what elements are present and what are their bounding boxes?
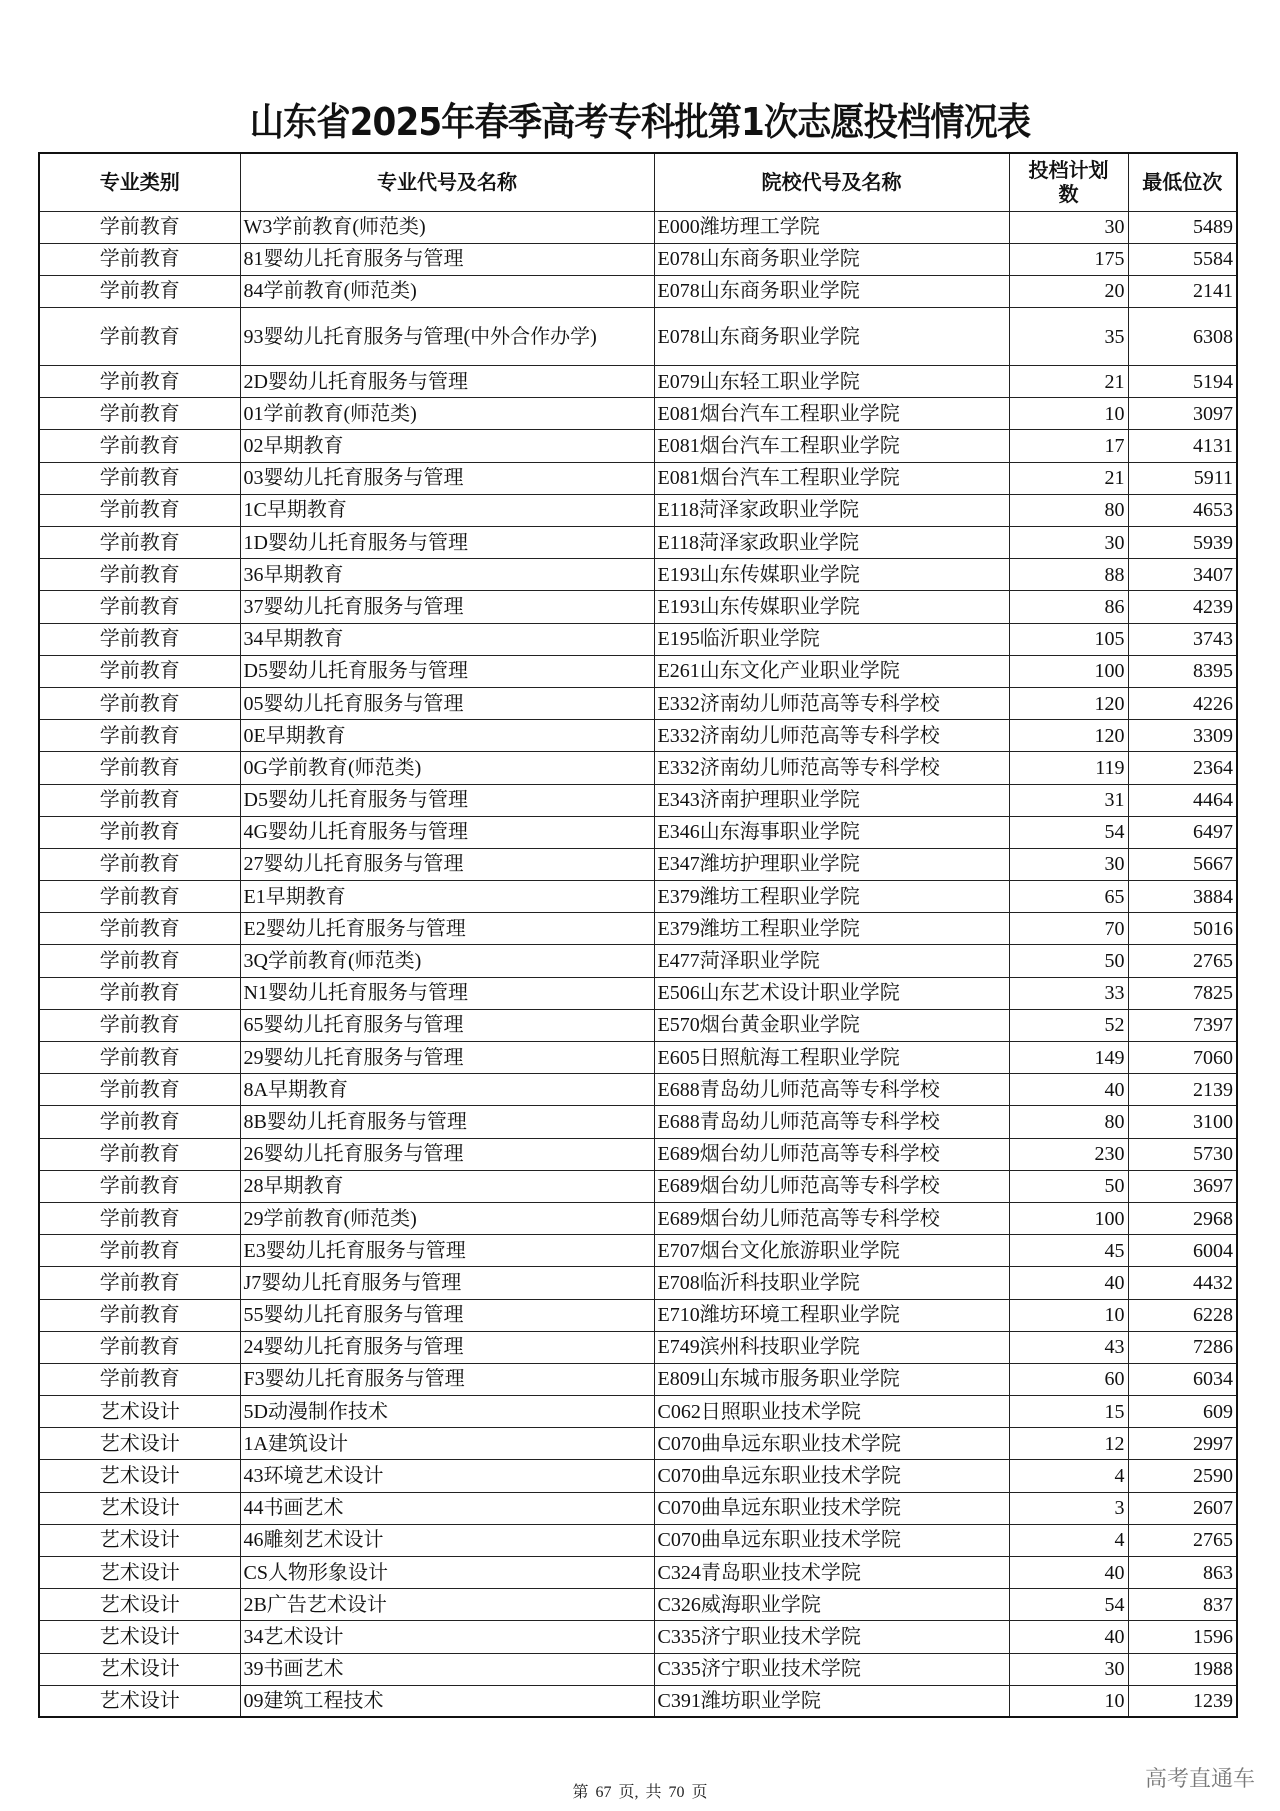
cell-plan-count: 45 [1009,1235,1128,1267]
cell-major: 1C早期教育 [240,494,654,526]
cell-plan-count: 40 [1009,1557,1128,1589]
cell-min-rank: 3100 [1128,1106,1237,1138]
cell-school: C335济宁职业技术学院 [654,1621,1009,1653]
cell-category: 学前教育 [39,527,240,559]
cell-min-rank: 5489 [1128,211,1237,243]
cell-category: 艺术设计 [39,1653,240,1685]
cell-category: 艺术设计 [39,1396,240,1428]
cell-school: E000潍坊理工学院 [654,211,1009,243]
cell-min-rank: 6228 [1128,1299,1237,1331]
table-row [39,848,1237,880]
table-row [39,1170,1237,1202]
cell-category: 学前教育 [39,752,240,784]
cell-school: E570烟台黄金职业学院 [654,1009,1009,1041]
cell-min-rank: 3743 [1128,623,1237,655]
cell-plan-count: 10 [1009,1299,1128,1331]
cell-plan-count: 21 [1009,462,1128,494]
cell-school: C324青岛职业技术学院 [654,1557,1009,1589]
cell-category: 学前教育 [39,784,240,816]
cell-school: C070曲阜远东职业技术学院 [654,1492,1009,1524]
cell-min-rank: 6034 [1128,1363,1237,1395]
cell-major: 3Q学前教育(师范类) [240,945,654,977]
cell-school: E332济南幼儿师范高等专科学校 [654,752,1009,784]
cell-major: 0G学前教育(师范类) [240,752,654,784]
table-row [39,1589,1237,1621]
cell-plan-count: 30 [1009,527,1128,559]
cell-school: C326威海职业学院 [654,1589,1009,1621]
cell-category: 学前教育 [39,687,240,719]
table-row [39,1557,1237,1589]
cell-plan-count: 54 [1009,1589,1128,1621]
cell-major: D5婴幼儿托育服务与管理 [240,784,654,816]
cell-category: 学前教育 [39,494,240,526]
cell-plan-count: 119 [1009,752,1128,784]
cell-plan-count: 52 [1009,1009,1128,1041]
cell-major: 8A早期教育 [240,1074,654,1106]
table-row [39,655,1237,687]
cell-min-rank: 609 [1128,1396,1237,1428]
cell-plan-count: 120 [1009,720,1128,752]
cell-category: 学前教育 [39,623,240,655]
table-row [39,366,1237,398]
cell-plan-count: 30 [1009,848,1128,880]
cell-major: W3学前教育(师范类) [240,211,654,243]
header-major: 专业代号及名称 [240,153,654,211]
table-row [39,784,1237,816]
cell-min-rank: 5730 [1128,1138,1237,1170]
cell-major: F3婴幼儿托育服务与管理 [240,1363,654,1395]
cell-category: 学前教育 [39,848,240,880]
cell-plan-count: 4 [1009,1460,1128,1492]
cell-min-rank: 3697 [1128,1170,1237,1202]
cell-major: CS人物形象设计 [240,1557,654,1589]
cell-major: 05婴幼儿托育服务与管理 [240,687,654,719]
table-row [39,881,1237,913]
cell-school: E749滨州科技职业学院 [654,1331,1009,1363]
cell-category: 学前教育 [39,559,240,591]
cell-category: 艺术设计 [39,1460,240,1492]
table-row [39,308,1237,366]
cell-major: 84学前教育(师范类) [240,275,654,307]
cell-min-rank: 7286 [1128,1331,1237,1363]
cell-plan-count: 86 [1009,591,1128,623]
cell-category: 学前教育 [39,1009,240,1041]
cell-major: 4G婴幼儿托育服务与管理 [240,816,654,848]
cell-plan-count: 10 [1009,1685,1128,1717]
table-row [39,1074,1237,1106]
cell-plan-count: 12 [1009,1428,1128,1460]
cell-category: 艺术设计 [39,1621,240,1653]
cell-plan-count: 30 [1009,211,1128,243]
cell-school: E379潍坊工程职业学院 [654,881,1009,913]
table-row [39,687,1237,719]
cell-major: 1A建筑设计 [240,1428,654,1460]
table-row [39,1235,1237,1267]
cell-major: 2D婴幼儿托育服务与管理 [240,366,654,398]
table-row [39,527,1237,559]
cell-school: C070曲阜远东职业技术学院 [654,1524,1009,1556]
cell-school: E079山东轻工职业学院 [654,366,1009,398]
cell-school: E081烟台汽车工程职业学院 [654,398,1009,430]
cell-category: 学前教育 [39,275,240,307]
table-row [39,1267,1237,1299]
cell-category: 学前教育 [39,1042,240,1074]
cell-major: 34艺术设计 [240,1621,654,1653]
table-row [39,1685,1237,1717]
cell-category: 艺术设计 [39,1524,240,1556]
table-row [39,1492,1237,1524]
cell-school: E118菏泽家政职业学院 [654,494,1009,526]
cell-major: 36早期教育 [240,559,654,591]
table-row [39,1363,1237,1395]
table-row [39,1299,1237,1331]
cell-min-rank: 4226 [1128,687,1237,719]
cell-min-rank: 5584 [1128,243,1237,275]
cell-major: 65婴幼儿托育服务与管理 [240,1009,654,1041]
cell-major: 8B婴幼儿托育服务与管理 [240,1106,654,1138]
cell-school: E332济南幼儿师范高等专科学校 [654,687,1009,719]
cell-major: 93婴幼儿托育服务与管理(中外合作办学) [240,308,654,366]
cell-school: C070曲阜远东职业技术学院 [654,1428,1009,1460]
cell-category: 学前教育 [39,308,240,366]
cell-min-rank: 1988 [1128,1653,1237,1685]
table-row [39,913,1237,945]
header-plan-count: 投档计划数 [1009,153,1128,211]
cell-plan-count: 40 [1009,1621,1128,1653]
cell-category: 学前教育 [39,1267,240,1299]
cell-category: 学前教育 [39,430,240,462]
cell-min-rank: 2607 [1128,1492,1237,1524]
cell-major: 37婴幼儿托育服务与管理 [240,591,654,623]
cell-min-rank: 6308 [1128,308,1237,366]
cell-min-rank: 6004 [1128,1235,1237,1267]
cell-school: E689烟台幼儿师范高等专科学校 [654,1138,1009,1170]
table-row [39,462,1237,494]
cell-plan-count: 40 [1009,1267,1128,1299]
cell-plan-count: 80 [1009,494,1128,526]
cell-min-rank: 7060 [1128,1042,1237,1074]
cell-min-rank: 2765 [1128,1524,1237,1556]
cell-plan-count: 230 [1009,1138,1128,1170]
table-row [39,816,1237,848]
cell-major: E1早期教育 [240,881,654,913]
table-row [39,243,1237,275]
cell-category: 学前教育 [39,945,240,977]
cell-category: 学前教育 [39,816,240,848]
cell-plan-count: 50 [1009,945,1128,977]
cell-major: 28早期教育 [240,1170,654,1202]
cell-category: 艺术设计 [39,1557,240,1589]
table-row [39,275,1237,307]
cell-school: E081烟台汽车工程职业学院 [654,462,1009,494]
cell-plan-count: 33 [1009,977,1128,1009]
table-row [39,494,1237,526]
cell-plan-count: 10 [1009,398,1128,430]
cell-major: 09建筑工程技术 [240,1685,654,1717]
cell-plan-count: 30 [1009,1653,1128,1685]
table-row [39,211,1237,243]
cell-major: 46雕刻艺术设计 [240,1524,654,1556]
cell-school: E477菏泽职业学院 [654,945,1009,977]
cell-school: E379潍坊工程职业学院 [654,913,1009,945]
cell-min-rank: 7397 [1128,1009,1237,1041]
cell-min-rank: 4432 [1128,1267,1237,1299]
cell-min-rank: 5939 [1128,527,1237,559]
cell-category: 学前教育 [39,1106,240,1138]
table-row [39,398,1237,430]
table-row [39,1396,1237,1428]
cell-school: E261山东文化产业职业学院 [654,655,1009,687]
watermark: 高考直通车 [1145,1767,1256,1792]
cell-plan-count: 100 [1009,655,1128,687]
cell-school: E506山东艺术设计职业学院 [654,977,1009,1009]
cell-category: 学前教育 [39,243,240,275]
cell-major: J7婴幼儿托育服务与管理 [240,1267,654,1299]
cell-category: 学前教育 [39,977,240,1009]
cell-school: C062日照职业技术学院 [654,1396,1009,1428]
cell-plan-count: 65 [1009,881,1128,913]
table-row [39,1138,1237,1170]
cell-school: E688青岛幼儿师范高等专科学校 [654,1106,1009,1138]
cell-school: E707烟台文化旅游职业学院 [654,1235,1009,1267]
cell-school: E193山东传媒职业学院 [654,559,1009,591]
table-row [39,1202,1237,1234]
cell-plan-count: 149 [1009,1042,1128,1074]
cell-plan-count: 4 [1009,1524,1128,1556]
header-min-rank: 最低位次 [1128,153,1237,211]
cell-plan-count: 175 [1009,243,1128,275]
table-row [39,1621,1237,1653]
table-body [39,211,1237,1717]
table-row [39,1331,1237,1363]
cell-plan-count: 50 [1009,1170,1128,1202]
cell-school: E193山东传媒职业学院 [654,591,1009,623]
cell-category: 学前教育 [39,655,240,687]
page-number: 第 67 页, 共 70 页 [572,1784,708,1801]
table-row [39,720,1237,752]
cell-major: 03婴幼儿托育服务与管理 [240,462,654,494]
cell-min-rank: 2765 [1128,945,1237,977]
cell-category: 学前教育 [39,1299,240,1331]
cell-school: E078山东商务职业学院 [654,243,1009,275]
table-row [39,1460,1237,1492]
cell-school: E809山东城市服务职业学院 [654,1363,1009,1395]
cell-category: 学前教育 [39,1138,240,1170]
cell-plan-count: 20 [1009,275,1128,307]
table-row [39,945,1237,977]
cell-school: E605日照航海工程职业学院 [654,1042,1009,1074]
cell-min-rank: 863 [1128,1557,1237,1589]
cell-plan-count: 15 [1009,1396,1128,1428]
cell-category: 学前教育 [39,1202,240,1234]
cell-plan-count: 40 [1009,1074,1128,1106]
cell-min-rank: 2997 [1128,1428,1237,1460]
cell-category: 艺术设计 [39,1428,240,1460]
cell-category: 学前教育 [39,1363,240,1395]
cell-major: 2B广告艺术设计 [240,1589,654,1621]
cell-school: E081烟台汽车工程职业学院 [654,430,1009,462]
cell-major: 81婴幼儿托育服务与管理 [240,243,654,275]
cell-major: 39书画艺术 [240,1653,654,1685]
cell-min-rank: 5016 [1128,913,1237,945]
cell-min-rank: 2141 [1128,275,1237,307]
cell-major: 27婴幼儿托育服务与管理 [240,848,654,880]
cell-min-rank: 2590 [1128,1460,1237,1492]
cell-min-rank: 1239 [1128,1685,1237,1717]
cell-min-rank: 3884 [1128,881,1237,913]
cell-category: 学前教育 [39,1235,240,1267]
cell-plan-count: 88 [1009,559,1128,591]
table-header-row [39,153,1237,211]
table-row [39,1524,1237,1556]
cell-major: 44书画艺术 [240,1492,654,1524]
cell-plan-count: 54 [1009,816,1128,848]
cell-plan-count: 105 [1009,623,1128,655]
cell-major: E3婴幼儿托育服务与管理 [240,1235,654,1267]
cell-category: 学前教育 [39,1170,240,1202]
cell-school: C335济宁职业技术学院 [654,1653,1009,1685]
cell-plan-count: 120 [1009,687,1128,719]
cell-major: 29婴幼儿托育服务与管理 [240,1042,654,1074]
cell-school: C391潍坊职业学院 [654,1685,1009,1717]
cell-school: E078山东商务职业学院 [654,308,1009,366]
cell-plan-count: 35 [1009,308,1128,366]
cell-category: 学前教育 [39,913,240,945]
cell-plan-count: 60 [1009,1363,1128,1395]
table-row [39,623,1237,655]
cell-major: 55婴幼儿托育服务与管理 [240,1299,654,1331]
table-row [39,752,1237,784]
cell-major: 0E早期教育 [240,720,654,752]
cell-major: N1婴幼儿托育服务与管理 [240,977,654,1009]
header-category: 专业类别 [39,153,240,211]
header-school: 院校代号及名称 [654,153,1009,211]
cell-major: 29学前教育(师范类) [240,1202,654,1234]
cell-category: 学前教育 [39,462,240,494]
table-row [39,1428,1237,1460]
cell-category: 学前教育 [39,591,240,623]
cell-school: E332济南幼儿师范高等专科学校 [654,720,1009,752]
cell-major: 01学前教育(师范类) [240,398,654,430]
cell-school: E346山东海事职业学院 [654,816,1009,848]
admission-table [38,152,1238,1718]
cell-category: 学前教育 [39,720,240,752]
cell-school: E195临沂职业学院 [654,623,1009,655]
table-row [39,1009,1237,1041]
table-row [39,1106,1237,1138]
table-row [39,1042,1237,1074]
cell-category: 学前教育 [39,211,240,243]
table-row [39,1653,1237,1685]
cell-major: E2婴幼儿托育服务与管理 [240,913,654,945]
cell-school: E347潍坊护理职业学院 [654,848,1009,880]
cell-min-rank: 3309 [1128,720,1237,752]
cell-min-rank: 2968 [1128,1202,1237,1234]
cell-school: E078山东商务职业学院 [654,275,1009,307]
cell-major: 26婴幼儿托育服务与管理 [240,1138,654,1170]
cell-school: E708临沂科技职业学院 [654,1267,1009,1299]
cell-min-rank: 4131 [1128,430,1237,462]
cell-school: E343济南护理职业学院 [654,784,1009,816]
cell-category: 艺术设计 [39,1685,240,1717]
cell-major: 43环境艺术设计 [240,1460,654,1492]
table-row [39,591,1237,623]
cell-category: 学前教育 [39,1074,240,1106]
cell-school: E118菏泽家政职业学院 [654,527,1009,559]
cell-school: E689烟台幼儿师范高等专科学校 [654,1170,1009,1202]
cell-category: 学前教育 [39,398,240,430]
table-row [39,977,1237,1009]
cell-school: E710潍坊环境工程职业学院 [654,1299,1009,1331]
cell-min-rank: 6497 [1128,816,1237,848]
cell-min-rank: 2139 [1128,1074,1237,1106]
cell-min-rank: 4464 [1128,784,1237,816]
cell-min-rank: 4653 [1128,494,1237,526]
cell-major: 5D动漫制作技术 [240,1396,654,1428]
cell-min-rank: 837 [1128,1589,1237,1621]
cell-min-rank: 8395 [1128,655,1237,687]
cell-min-rank: 3407 [1128,559,1237,591]
cell-plan-count: 17 [1009,430,1128,462]
cell-plan-count: 43 [1009,1331,1128,1363]
cell-plan-count: 3 [1009,1492,1128,1524]
cell-major: 24婴幼儿托育服务与管理 [240,1331,654,1363]
cell-min-rank: 3097 [1128,398,1237,430]
cell-min-rank: 5194 [1128,366,1237,398]
cell-category: 学前教育 [39,1331,240,1363]
cell-category: 学前教育 [39,366,240,398]
cell-school: E689烟台幼儿师范高等专科学校 [654,1202,1009,1234]
cell-min-rank: 5911 [1128,462,1237,494]
cell-min-rank: 1596 [1128,1621,1237,1653]
cell-major: 02早期教育 [240,430,654,462]
cell-plan-count: 21 [1009,366,1128,398]
cell-min-rank: 5667 [1128,848,1237,880]
cell-plan-count: 80 [1009,1106,1128,1138]
page-title: 山东省2025年春季高考专科批第1次志愿投档情况表 [249,100,1031,144]
cell-category: 学前教育 [39,881,240,913]
cell-min-rank: 2364 [1128,752,1237,784]
cell-plan-count: 31 [1009,784,1128,816]
cell-school: E688青岛幼儿师范高等专科学校 [654,1074,1009,1106]
cell-min-rank: 7825 [1128,977,1237,1009]
cell-category: 艺术设计 [39,1492,240,1524]
cell-major: 34早期教育 [240,623,654,655]
cell-plan-count: 100 [1009,1202,1128,1234]
cell-plan-count: 70 [1009,913,1128,945]
table-row [39,430,1237,462]
cell-major: 1D婴幼儿托育服务与管理 [240,527,654,559]
cell-major: D5婴幼儿托育服务与管理 [240,655,654,687]
table-row [39,559,1237,591]
cell-school: C070曲阜远东职业技术学院 [654,1460,1009,1492]
cell-category: 艺术设计 [39,1589,240,1621]
cell-min-rank: 4239 [1128,591,1237,623]
